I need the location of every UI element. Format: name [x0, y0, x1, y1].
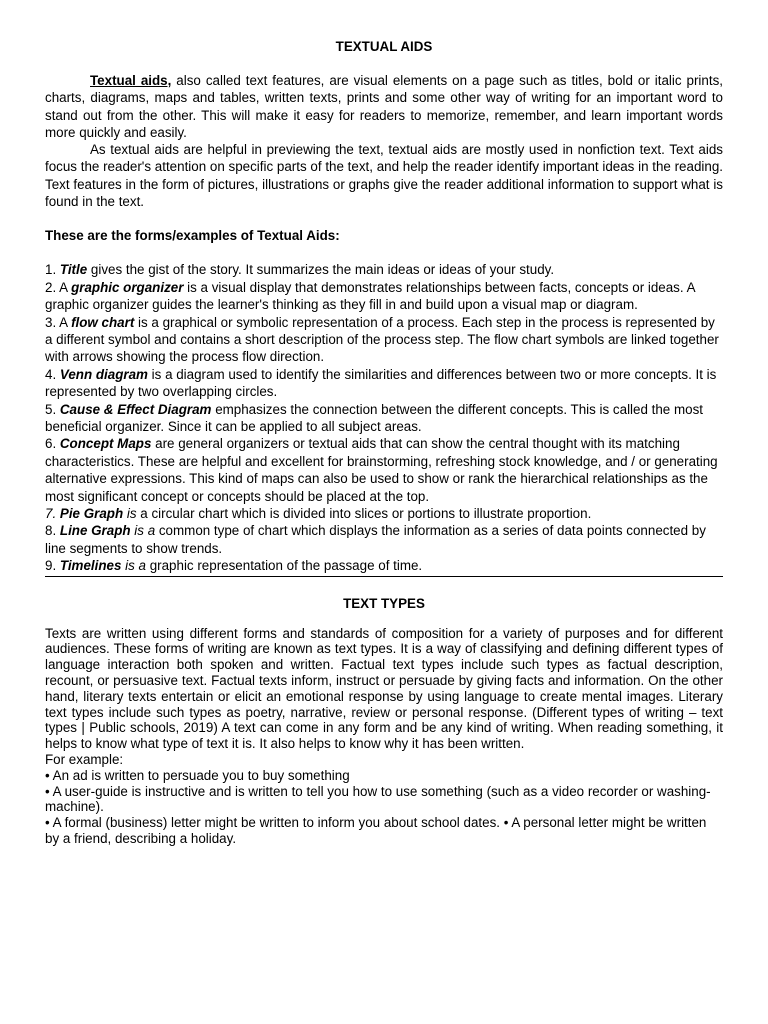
textual-aids-intro-paragraph: [45, 72, 723, 141]
list-item-timelines: [45, 557, 723, 574]
text-types-title: TEXT TYPES: [343, 595, 425, 611]
list-item-title: [45, 261, 723, 278]
list-item-term: flow chart: [71, 314, 135, 330]
list-item-verb: is a: [121, 558, 146, 574]
list-item-term: Venn diagram: [59, 366, 148, 382]
list-item-number: 5.: [45, 401, 60, 417]
list-item-pie-graph: [45, 505, 723, 522]
list-item-text: is a diagram used to identify the similarities and differences between two or more concepts. It is represented by two overlapping circles.: [45, 366, 717, 400]
list-item-text: are general organizers or textual aids that can show the central thought with its matching characteristics. These are helpful and excellent for brainstorming, refreshing stock knowledge, and / or generating alternative expressions. This kind of maps can also be used to show or rank the hierarchical relationships as the most significant concept or concepts should be placed at the top.: [45, 436, 718, 504]
list-item-verb: is a: [130, 523, 156, 539]
list-item-term: graphic organizer: [71, 279, 184, 295]
textual-aids-list: [45, 261, 723, 574]
list-item-text: a circular chart which is divided into slices or portions to illustrate proportion.: [136, 506, 592, 522]
list-item-number: 4.: [45, 366, 60, 382]
list-item-number: 9.: [45, 558, 60, 574]
list-item-verb: is: [123, 506, 137, 522]
list-item-term: Timelines: [59, 558, 122, 574]
list-item-text: is a visual display that demonstrates relationships between facts, concepts or ideas. A graphic organizer guides the learner's thinking as they fill in and build upon a visual map or diagram.: [45, 279, 695, 313]
document-content: [45, 38, 723, 847]
list-item-number: 3. A: [45, 314, 72, 330]
list-item-text: gives the gist of the story. It summarizes the main ideas or ideas of your study.: [87, 262, 555, 278]
list-item-text: emphasizes the connection between the different concepts. This is called the most beneficial organizer. Since it can be applied to all subject areas.: [45, 401, 703, 435]
list-item-term: Line Graph: [59, 523, 131, 539]
for-example-label: For example:: [45, 752, 124, 768]
text-types-paragraph: Texts are written using different forms and standards of composition for a variety of purposes and for different audiences. These forms of writing are known as text types. It is a way of classifying and defining different types of language interaction both spoken and written. Factual text types include such types as factual description, recount, or persuasive text. Factual texts inform, instruct or persuade by giving facts and information. On the other hand, literary texts entertain or elicit an emotional response by using language to create mental images. Literary text types include such types as poetry, narrative, review or personal response. (Different types of writing – text types | Public schools, 2019) A text can come in any form and be any kind of writing. When reading something, it helps to know what type of text it is. It also helps to know why it has been written.: [45, 625, 723, 752]
list-item-cause-effect: [45, 401, 723, 436]
list-item-term: Cause & Effect Diagram: [59, 401, 212, 417]
example-bullet-ad: • An ad is written to persuade you to buy something: [45, 767, 350, 783]
list-item-number: 6.: [45, 436, 60, 452]
list-item-text: common type of chart which displays the information as a series of data points connected by line segments to show trends.: [45, 523, 706, 556]
list-item-flow-chart: [45, 314, 723, 366]
textual-aids-title: TEXTUAL AIDS: [335, 39, 433, 54]
list-item-number: 1.: [45, 262, 60, 278]
list-item-term: Title: [59, 262, 88, 278]
forms-heading: These are the forms/examples of Textual Aids:: [45, 228, 340, 244]
textual-aids-term: Textual aids,: [90, 73, 172, 88]
example-bullet-letters: • A formal (business) letter might be written to inform you about school dates. • A personal letter might be written by a friend, describing a holiday.: [45, 815, 707, 847]
list-item-graphic-organizer: [45, 279, 723, 314]
textual-aids-intro-text: also called text features, are visual elements on a page such as titles, bold or italic prints, charts, diagrams, maps and tables, written texts, prints and some other way of writing for an important word to stand out from the other. This will make it easy for readers to memorize, remember, and learn important words more quickly and easily.: [45, 73, 723, 140]
list-item-number: 7.: [45, 506, 60, 522]
list-item-concept-maps: [45, 435, 723, 505]
list-item-number: 8.: [45, 523, 60, 539]
text-types-section: [45, 626, 723, 847]
list-item-venn-diagram: [45, 366, 723, 401]
list-item-text: is a graphical or symbolic representation of a process. Each step in the process is represented by a different symbol and contains a short description of the process step. The flow chart symbols are linked together with arrows showing the process flow direction.: [45, 314, 719, 365]
example-bullet-user-guide: • A user-guide is instructive and is written to tell you how to use something (such as a video recorder or washing-machine).: [45, 783, 711, 815]
list-item-text: graphic representation of the passage of time.: [145, 558, 423, 574]
list-item-line-graph: [45, 522, 723, 557]
list-item-number: 2. A: [45, 279, 72, 295]
textual-aids-second-paragraph: As textual aids are helpful in previewing the text, textual aids are mostly used in nonfiction text. Text aids focus the reader's attention on specific parts of the text, and help the reader identify important ideas in the reading. Text features in the form of pictures, illustrations or graphs give the reader additional information to support what is found in the text.: [45, 142, 723, 210]
list-item-term: Concept Maps: [59, 436, 152, 452]
section-divider: [45, 576, 723, 577]
list-item-term: Pie Graph: [59, 506, 124, 522]
